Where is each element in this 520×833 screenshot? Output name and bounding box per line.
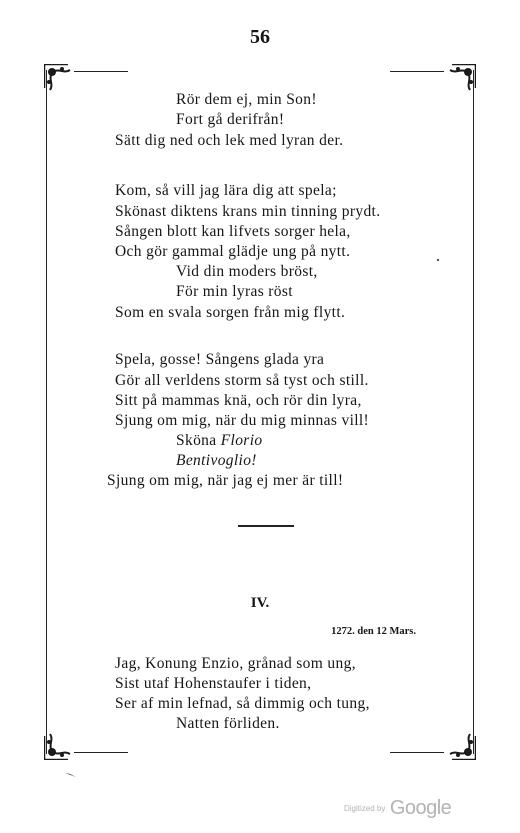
poem-line: Och gör gammal glädje ung på nytt.: [115, 243, 351, 260]
frame-bottom-right-rule: [390, 752, 444, 753]
digitized-watermark: [344, 797, 451, 820]
poem-line: Sjung om mig, när du mig minnas vill!: [115, 412, 370, 429]
poem-line: Spela, gosse! Sångens glada yra: [115, 351, 325, 368]
poem-line: Jag, Konung Enzio, grånad som ung,: [115, 655, 356, 672]
poem-line: Sitt på mammas knä, och rör din lyra,: [115, 392, 362, 409]
corner-ornament-icon: [44, 64, 74, 94]
ink-blot: [64, 771, 78, 779]
frame-bottom-left-rule: [74, 752, 128, 753]
dateline: 1272. den 12 Mars.: [331, 626, 416, 637]
poem-italic-word: Florio: [220, 432, 263, 449]
google-logo: Google: [389, 797, 452, 819]
section-title: IV.: [250, 595, 270, 611]
poem-line: Sist utaf Hohenstaufer i tiden,: [115, 675, 312, 692]
poem-line: Sätt dig ned och lek med lyran der.: [115, 132, 344, 149]
corner-ornament-icon: [446, 64, 476, 94]
poem-line: Fort gå derifrån!: [176, 111, 285, 128]
section-divider: [238, 525, 294, 527]
page-number: 56: [250, 26, 270, 48]
frame-top-left-rule: [74, 71, 128, 72]
poem-line: Skönast diktens krans min tinning prydt.: [115, 203, 381, 220]
poem-line: För min lyras röst: [176, 283, 293, 300]
frame-top-right-rule: [390, 71, 444, 72]
digitized-prefix: Digitized by: [344, 804, 386, 813]
poem-line: [176, 432, 262, 450]
poem-line: Kom, så vill jag lära dig att spela;: [115, 182, 337, 199]
poem-line: Sången blott kan lifvets sorger hela,: [115, 223, 351, 240]
poem-line: Ser af min lefnad, så dimmig och tung,: [115, 695, 370, 712]
poem-line: Natten förliden.: [176, 715, 280, 732]
poem-line: Vid din moders bröst,: [176, 263, 318, 280]
poem-line: Sjung om mig, när jag ej mer är till!: [107, 472, 344, 489]
ink-speck: [436, 258, 440, 262]
poem-line: Som en svala sorgen från mig flytt.: [115, 304, 346, 321]
poem-line: Rör dem ej, min Son!: [176, 91, 317, 108]
poem-word: Sköna: [176, 432, 217, 449]
poem-line: Gör all verldens storm så tyst och still.: [115, 372, 369, 389]
corner-ornament-icon: [446, 730, 476, 760]
corner-ornament-icon: [44, 730, 74, 760]
poem-line: Bentivoglio!: [176, 452, 257, 469]
